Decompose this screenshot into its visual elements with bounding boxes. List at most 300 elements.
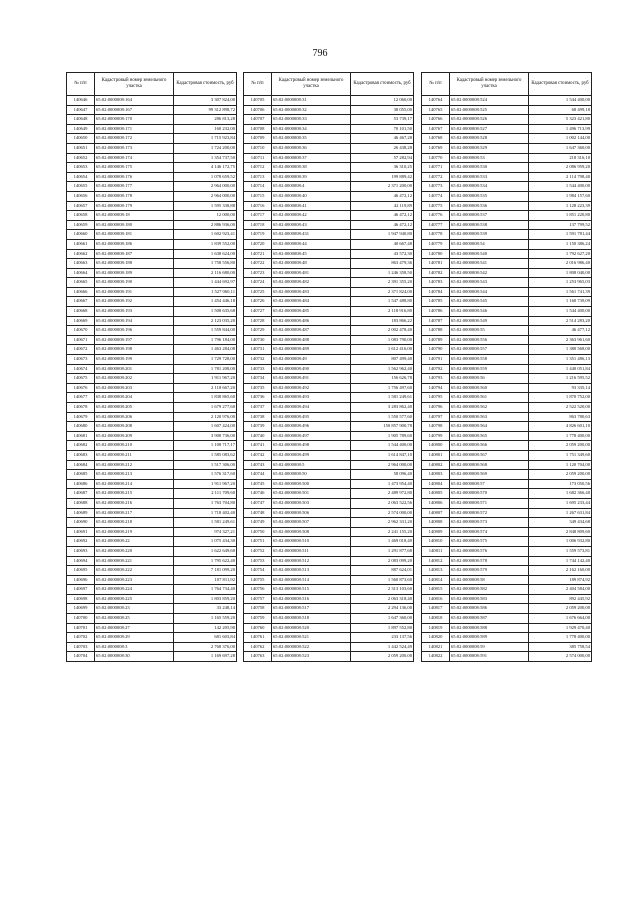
cell-cadastral-number: 65:02:0000008:27 — [95, 623, 174, 633]
cell-cadastral-number: 65:02:0000008:199 — [95, 355, 174, 365]
cell-cadastral-number: 65:02:0000008:218 — [95, 518, 174, 528]
cadastral-table-3 — [421, 72, 592, 662]
cell-cadastral-cost: 887 624,01 — [351, 566, 414, 576]
cell-row-number: 140679 — [67, 412, 95, 422]
cell-cadastral-cost: 286 813,28 — [174, 115, 237, 125]
cell-cadastral-number: 65:02:0000008:534 — [450, 182, 529, 192]
cell-cadastral-cost: 1 351 486,13 — [529, 355, 592, 365]
table-header-row — [67, 73, 237, 96]
cell-cadastral-number: 65:02:0000008:524 — [450, 96, 529, 106]
cell-cadastral-number: 65:02:0000008:489 — [272, 345, 351, 355]
cell-cadastral-number: 65:02:0000008:198 — [95, 345, 174, 355]
table-row — [244, 566, 414, 576]
cell-row-number: 140661 — [67, 239, 95, 249]
table-row — [67, 355, 237, 365]
cell-cadastral-number: 65:02:0000008:36 — [272, 143, 351, 153]
table-header-row — [244, 73, 414, 96]
cell-row-number: 140653 — [67, 163, 95, 173]
table-row — [67, 489, 237, 499]
table-row — [422, 614, 592, 624]
cell-cadastral-cost: 1 838 865,60 — [174, 393, 237, 403]
table-row — [67, 594, 237, 604]
cell-row-number: 140726 — [244, 297, 272, 307]
cell-cadastral-cost: 1 751 349,60 — [529, 450, 592, 460]
cell-cadastral-cost: 2 371 200,00 — [351, 182, 414, 192]
cell-cadastral-cost: 1 444 692,97 — [174, 278, 237, 288]
cell-cadastral-number: 65:02:0000008:189 — [95, 268, 174, 278]
cell-row-number: 140713 — [244, 172, 272, 182]
table-row — [244, 441, 414, 451]
cell-cadastral-number: 65:02:0000008:53 — [450, 153, 529, 163]
cell-cadastral-cost: 1 120 704,00 — [529, 460, 592, 470]
cell-row-number: 140678 — [67, 403, 95, 413]
table-row — [422, 460, 592, 470]
cell-row-number: 140700 — [67, 614, 95, 624]
cell-row-number: 140775 — [422, 201, 450, 211]
cell-cadastral-number: 65:02:0000008:558 — [450, 355, 529, 365]
table-row — [244, 604, 414, 614]
cell-cadastral-cost: 36 310,25 — [351, 163, 414, 173]
cell-row-number: 140725 — [244, 287, 272, 297]
table-body — [422, 96, 592, 662]
cell-cadastral-cost: 1 463 284,08 — [174, 345, 237, 355]
page-number: 796 — [312, 48, 328, 59]
cell-row-number: 140762 — [244, 642, 272, 652]
cell-cadastral-cost: 1 911 967,20 — [174, 479, 237, 489]
cell-cadastral-cost: 1 469 018,40 — [351, 537, 414, 547]
cell-row-number: 140758 — [244, 604, 272, 614]
cell-cadastral-cost: 12 060,00 — [351, 96, 414, 106]
table-row — [244, 249, 414, 259]
cell-cadastral-cost: 43 572,30 — [351, 249, 414, 259]
table-row — [422, 642, 592, 652]
cell-cadastral-number: 65:02:0000008:194 — [95, 316, 174, 326]
cell-cadastral-number: 65:02:0000008:578 — [450, 556, 529, 566]
cell-cadastral-cost: 68 499,18 — [529, 105, 592, 115]
table-row — [422, 537, 592, 547]
cell-cadastral-cost: 38 055,00 — [351, 105, 414, 115]
cell-cadastral-number: 65:02:0000008:216 — [95, 498, 174, 508]
cell-cadastral-cost: 1 169 697,28 — [174, 652, 237, 662]
table-row — [67, 364, 237, 374]
table-row — [244, 278, 414, 288]
table-row — [244, 489, 414, 499]
cell-cadastral-cost: 1 108 717,17 — [174, 441, 237, 451]
cell-cadastral-cost: 681 603,84 — [174, 633, 237, 643]
cell-row-number: 140702 — [67, 633, 95, 643]
cell-cadastral-cost: 1 897 552,80 — [351, 623, 414, 633]
table-row — [244, 201, 414, 211]
table-row — [244, 191, 414, 201]
table-row — [244, 316, 414, 326]
cell-row-number: 140690 — [67, 518, 95, 528]
cell-cadastral-cost: 99 312 898,72 — [174, 105, 237, 115]
cell-cadastral-number: 65:02:0000008:171 — [95, 124, 174, 134]
cell-cadastral-number: 65:02:0000008:30 — [95, 652, 174, 662]
cell-cadastral-number: 65:02:0000008:31 — [272, 96, 351, 106]
cell-cadastral-number: 65:02:0000008:496 — [272, 422, 351, 432]
cell-cadastral-number: 65:02:0000008:557 — [450, 345, 529, 355]
cell-row-number: 140649 — [67, 124, 95, 134]
table-row — [67, 546, 237, 556]
cell-cadastral-cost: 1 724 200,00 — [174, 143, 237, 153]
cell-row-number: 140818 — [422, 614, 450, 624]
cell-cadastral-cost: 1 729 728,00 — [174, 355, 237, 365]
table-row — [422, 143, 592, 153]
table-row — [67, 374, 237, 384]
cell-row-number: 140746 — [244, 489, 272, 499]
cell-cadastral-number: 65:02:0000008:525 — [450, 105, 529, 115]
table-row — [422, 172, 592, 182]
cadastral-table-2 — [243, 72, 414, 662]
cell-row-number: 140797 — [422, 412, 450, 422]
cell-row-number: 140666 — [67, 287, 95, 297]
cell-cadastral-number: 65:02:0000008:522 — [272, 642, 351, 652]
table-row — [422, 479, 592, 489]
cell-row-number: 140685 — [67, 470, 95, 480]
cell-cadastral-number: 65:02:0000008:483 — [272, 287, 351, 297]
cell-cadastral-cost: 2 086 959,20 — [529, 163, 592, 173]
cell-cadastral-cost: 892 445,92 — [529, 594, 592, 604]
table-row — [244, 163, 414, 173]
cell-cadastral-cost: 1 756 497,60 — [351, 383, 414, 393]
cell-cadastral-number: 65:02:0000008:520 — [272, 623, 351, 633]
cell-cadastral-number: 65:02:0000008:544 — [450, 287, 529, 297]
header-cadastral-cost: Кадастровая стоимость, руб — [529, 73, 592, 96]
cell-cadastral-number: 65:02:0000008:224 — [95, 585, 174, 595]
cell-row-number: 140669 — [67, 316, 95, 326]
cell-cadastral-number: 65:02:0000008:45 — [272, 249, 351, 259]
cell-row-number: 140743 — [244, 460, 272, 470]
cell-cadastral-cost: 3 908 736,00 — [174, 431, 237, 441]
cell-row-number: 140655 — [67, 182, 95, 192]
cell-cadastral-cost: 1 527 060,11 — [174, 287, 237, 297]
table-row — [422, 182, 592, 192]
cell-cadastral-number: 65:02:0000008:491 — [272, 374, 351, 384]
cell-row-number: 140674 — [67, 364, 95, 374]
cell-row-number: 140748 — [244, 508, 272, 518]
table-row — [67, 230, 237, 240]
table-row — [67, 575, 237, 585]
table-row — [244, 172, 414, 182]
cell-cadastral-cost: 2 371 824,00 — [351, 287, 414, 297]
cell-cadastral-number: 65:02:0000008:575 — [450, 537, 529, 547]
cell-cadastral-number: 65:02:0000008:29 — [95, 633, 174, 643]
cell-cadastral-cost: 1 508 635,68 — [174, 307, 237, 317]
cell-row-number: 140738 — [244, 412, 272, 422]
cell-cadastral-number: 65:02:0000008:188 — [95, 259, 174, 269]
cell-row-number: 140813 — [422, 566, 450, 576]
header-cadastral-cost: Кадастровая стоимость, руб — [351, 73, 414, 96]
table-row — [244, 287, 414, 297]
table-row — [244, 460, 414, 470]
cell-row-number: 140747 — [244, 498, 272, 508]
table-row — [422, 422, 592, 432]
cell-row-number: 140788 — [422, 326, 450, 336]
cell-cadastral-number: 65:02:0000008:486 — [272, 316, 351, 326]
table-row — [67, 422, 237, 432]
cell-cadastral-number: 65:02:0000008:32 — [272, 105, 351, 115]
cell-cadastral-number: 65:02:0000008:518 — [272, 614, 351, 624]
cell-cadastral-cost: 46 472,12 — [351, 211, 414, 221]
table-row — [67, 153, 237, 163]
table-row — [244, 105, 414, 115]
table-row — [244, 345, 414, 355]
cell-cadastral-cost: 2 514 283,20 — [529, 316, 592, 326]
cell-cadastral-number: 65:02:0000008:4 — [272, 182, 351, 192]
cell-cadastral-cost: 2 404 584,00 — [529, 585, 592, 595]
table-row — [422, 345, 592, 355]
cell-cadastral-number: 65:02:0000008:217 — [95, 508, 174, 518]
cell-row-number: 140709 — [244, 134, 272, 144]
cell-row-number: 140780 — [422, 249, 450, 259]
cell-cadastral-number: 65:02:0000008:56 — [450, 374, 529, 384]
cell-cadastral-cost: 1 718 402,40 — [174, 508, 237, 518]
cell-cadastral-number: 65:02:0000008:58 — [450, 575, 529, 585]
table-body — [244, 96, 414, 662]
cell-cadastral-number: 65:02:0000008:500 — [272, 479, 351, 489]
table-row — [67, 383, 237, 393]
table-row — [244, 403, 414, 413]
cell-cadastral-cost: 1 905 789,60 — [351, 431, 414, 441]
table-row — [67, 105, 237, 115]
cell-row-number: 140784 — [422, 287, 450, 297]
cell-row-number: 140763 — [244, 652, 272, 662]
cell-row-number: 140659 — [67, 220, 95, 230]
cell-row-number: 140782 — [422, 268, 450, 278]
cell-cadastral-cost: 218 316,10 — [529, 153, 592, 163]
cell-row-number: 140688 — [67, 498, 95, 508]
cell-cadastral-number: 65:02:0000008:179 — [95, 201, 174, 211]
cell-cadastral-number: 65:02:0000008:212 — [95, 460, 174, 470]
table-row — [422, 124, 592, 134]
cell-cadastral-number: 65:02:0000008:55 — [450, 326, 529, 336]
cell-row-number: 140717 — [244, 211, 272, 221]
cell-cadastral-cost: 1 006 932,80 — [529, 537, 592, 547]
cell-cadastral-cost: 1 744 142,40 — [529, 556, 592, 566]
table-row — [67, 498, 237, 508]
cell-cadastral-number: 65:02:0000008:503 — [272, 498, 351, 508]
table-row — [67, 633, 237, 643]
cell-cadastral-cost: 1 851 220,80 — [529, 211, 592, 221]
cell-cadastral-number: 65:02:0000008:540 — [450, 249, 529, 259]
cell-row-number: 140681 — [67, 431, 95, 441]
table-row — [422, 134, 592, 144]
cell-row-number: 140757 — [244, 594, 272, 604]
table-row — [422, 412, 592, 422]
cell-row-number: 140719 — [244, 230, 272, 240]
cell-cadastral-cost: 2 964 000,00 — [351, 460, 414, 470]
header-no: № п/п — [244, 73, 272, 96]
cell-row-number: 140822 — [422, 652, 450, 662]
cell-cadastral-cost: 1 291 877,68 — [351, 546, 414, 556]
cell-cadastral-number: 65:02:0000008:526 — [450, 115, 529, 125]
cell-cadastral-number: 65:02:0000008:488 — [272, 335, 351, 345]
table-row — [67, 518, 237, 528]
cell-cadastral-number: 65:02:0000008:18 — [95, 211, 174, 221]
table-row — [244, 575, 414, 585]
cell-cadastral-cost: 1 796 184,00 — [174, 335, 237, 345]
table-row — [244, 508, 414, 518]
cell-row-number: 140730 — [244, 335, 272, 345]
table-row — [67, 403, 237, 413]
table-row — [244, 364, 414, 374]
cell-cadastral-cost: 2 118 667,20 — [174, 383, 237, 393]
table-row — [244, 412, 414, 422]
cell-row-number: 140728 — [244, 316, 272, 326]
cell-cadastral-number: 65:02:0000008:481 — [272, 268, 351, 278]
cell-row-number: 140796 — [422, 403, 450, 413]
cell-cadastral-cost: 46 477,12 — [529, 326, 592, 336]
cell-cadastral-number: 65:02:0000008:214 — [95, 479, 174, 489]
header-no: № п/п — [422, 73, 450, 96]
cell-row-number: 140712 — [244, 163, 272, 173]
table-row — [422, 518, 592, 528]
cell-cadastral-number: 65:02:0000008:495 — [272, 412, 351, 422]
cell-cadastral-cost: 46 472,12 — [351, 220, 414, 230]
table-row — [422, 652, 592, 662]
cell-cadastral-cost: 1 795 622,40 — [174, 556, 237, 566]
table-row — [67, 259, 237, 269]
cell-cadastral-number: 65:02:0000008:538 — [450, 220, 529, 230]
cell-cadastral-cost: 26 438,28 — [351, 143, 414, 153]
cell-cadastral-cost: 3 307 824,00 — [174, 96, 237, 106]
cell-cadastral-cost: 1 253 965,03 — [529, 278, 592, 288]
cell-cadastral-number: 65:02:0000008:561 — [450, 393, 529, 403]
table-row — [67, 307, 237, 317]
table-row — [67, 96, 237, 106]
cell-cadastral-cost: 1 544 400,00 — [529, 182, 592, 192]
cell-cadastral-cost: 7 181 099,20 — [174, 566, 237, 576]
cell-cadastral-cost: 5 323 421,80 — [529, 115, 592, 125]
cell-row-number: 140811 — [422, 546, 450, 556]
cell-cadastral-number: 65:02:0000008:573 — [450, 518, 529, 528]
cell-cadastral-cost: 1 246 358,50 — [351, 268, 414, 278]
cell-row-number: 140652 — [67, 153, 95, 163]
cell-row-number: 140648 — [67, 115, 95, 125]
cell-cadastral-number: 65:02:0000008:173 — [95, 143, 174, 153]
cell-cadastral-number: 65:02:0000008:566 — [450, 441, 529, 451]
table-row — [244, 182, 414, 192]
cell-cadastral-number: 65:02:0000008:222 — [95, 566, 174, 576]
cell-cadastral-number: 65:02:0000008:498 — [272, 441, 351, 451]
cell-cadastral-cost: 1 870 752,00 — [529, 393, 592, 403]
table-row — [67, 604, 237, 614]
cell-cadastral-number: 65:02:0000008:521 — [272, 633, 351, 643]
cell-cadastral-cost: 2 059 200,00 — [529, 441, 592, 451]
cell-cadastral-number: 65:02:0000008:191 — [95, 287, 174, 297]
cell-row-number: 140695 — [67, 566, 95, 576]
table-row — [67, 163, 237, 173]
cell-row-number: 140724 — [244, 278, 272, 288]
cell-cadastral-number: 65:02:0000008:497 — [272, 431, 351, 441]
table-row — [244, 470, 414, 480]
cell-row-number: 140656 — [67, 191, 95, 201]
cell-row-number: 140808 — [422, 518, 450, 528]
cell-cadastral-number: 65:02:0000008:542 — [450, 268, 529, 278]
cell-cadastral-number: 65:02:0000008:591 — [450, 652, 529, 662]
table-row — [244, 393, 414, 403]
cell-cadastral-number: 65:02:0000008:57 — [450, 479, 529, 489]
table-row — [422, 403, 592, 413]
cell-cadastral-cost: 46 472,12 — [351, 191, 414, 201]
cell-cadastral-cost: 150 857 900,78 — [351, 422, 414, 432]
table-row — [422, 163, 592, 173]
table-row — [67, 220, 237, 230]
cell-cadastral-cost: 233 137,56 — [351, 633, 414, 643]
cell-cadastral-cost: 385 758,54 — [529, 642, 592, 652]
cell-cadastral-cost: 2 111 709,60 — [174, 489, 237, 499]
cell-row-number: 140731 — [244, 345, 272, 355]
cell-row-number: 140741 — [244, 441, 272, 451]
cell-cadastral-cost: 1 083 790,00 — [351, 335, 414, 345]
cell-row-number: 140696 — [67, 575, 95, 585]
cell-cadastral-cost: 70 101,50 — [351, 124, 414, 134]
cell-cadastral-number: 65:02:0000008:223 — [95, 575, 174, 585]
cell-row-number: 140662 — [67, 249, 95, 259]
cell-row-number: 140804 — [422, 479, 450, 489]
cell-cadastral-number: 65:02:0000008:563 — [450, 412, 529, 422]
cell-cadastral-cost: 93 335,14 — [529, 383, 592, 393]
table-row — [244, 239, 414, 249]
cell-cadastral-number: 65:02:0000008:176 — [95, 172, 174, 182]
cell-row-number: 140715 — [244, 191, 272, 201]
cell-cadastral-number: 65:02:0000008:59 — [450, 642, 529, 652]
cell-cadastral-cost: 173 050,56 — [529, 479, 592, 489]
cell-cadastral-number: 65:02:0000008:588 — [450, 623, 529, 633]
cell-cadastral-cost: 1 517 306,00 — [174, 460, 237, 470]
cell-row-number: 140800 — [422, 441, 450, 451]
cell-cadastral-cost: 1 216 595,52 — [529, 374, 592, 384]
cell-row-number: 140792 — [422, 364, 450, 374]
table-row — [67, 326, 237, 336]
cell-cadastral-number: 65:02:0000008:508 — [272, 527, 351, 537]
cell-row-number: 140819 — [422, 623, 450, 633]
cell-cadastral-cost: 2 886 936,00 — [174, 220, 237, 230]
cell-cadastral-number: 65:02:0000008:41 — [272, 201, 351, 211]
cell-row-number: 140755 — [244, 575, 272, 585]
cell-cadastral-cost: 2 059 200,00 — [529, 604, 592, 614]
cell-cadastral-number: 65:02:0000008:501 — [272, 489, 351, 499]
table-row — [244, 143, 414, 153]
cell-row-number: 140745 — [244, 479, 272, 489]
cell-row-number: 140697 — [67, 585, 95, 595]
cell-cadastral-cost: 349 434,68 — [529, 518, 592, 528]
cell-cadastral-number: 65:02:0000008:536 — [450, 201, 529, 211]
cell-cadastral-number: 65:02:0000008:193 — [95, 307, 174, 317]
table-row — [244, 220, 414, 230]
table-row — [422, 527, 592, 537]
table-row — [244, 623, 414, 633]
cell-cadastral-cost: 2 162 160,00 — [529, 566, 592, 576]
table-row — [67, 450, 237, 460]
cell-cadastral-cost: 1 075 434,30 — [174, 537, 237, 547]
cell-cadastral-number: 65:02:0000008:50 — [272, 470, 351, 480]
cell-row-number: 140706 — [244, 105, 272, 115]
cell-row-number: 140646 — [67, 96, 95, 106]
cell-cadastral-number: 65:02:0000008:528 — [450, 134, 529, 144]
cell-row-number: 140820 — [422, 633, 450, 643]
cell-row-number: 140783 — [422, 278, 450, 288]
cell-cadastral-cost: 1 160 739,09 — [529, 297, 592, 307]
table-row — [67, 393, 237, 403]
cell-row-number: 140801 — [422, 450, 450, 460]
cell-cadastral-number: 65:02:0000008:507 — [272, 518, 351, 528]
table-row — [422, 594, 592, 604]
cell-cadastral-cost: 863 479,36 — [351, 259, 414, 269]
cell-cadastral-number: 65:02:0000008:175 — [95, 163, 174, 173]
cell-cadastral-number: 65:02:0000008:205 — [95, 403, 174, 413]
